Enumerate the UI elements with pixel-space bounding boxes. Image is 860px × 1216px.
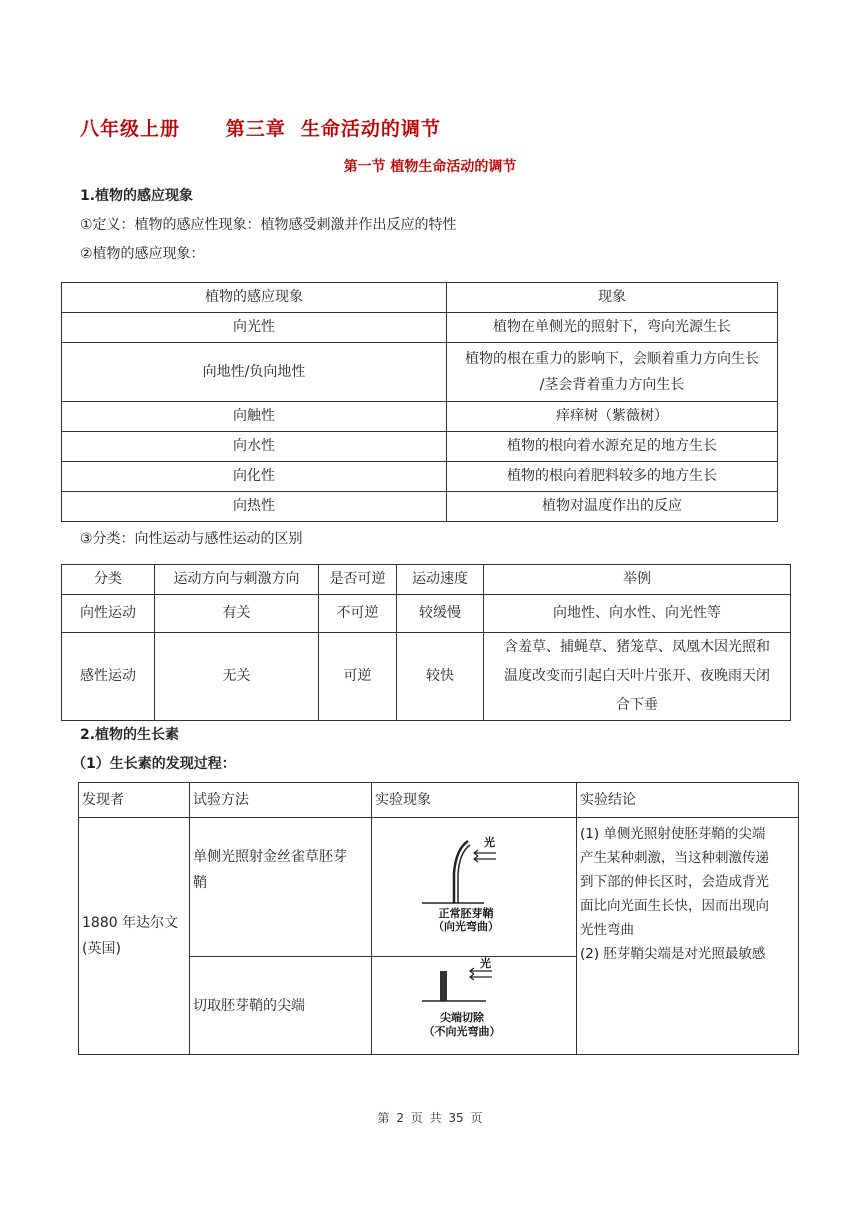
cell-line: 单侧光照射金丝雀草胚芽 [193,849,347,865]
table-header-cell: 现象 [447,283,778,313]
table-header-cell: 试验方法 [190,783,372,818]
method-cell [190,818,372,957]
table-cell: 较缓慢 [397,595,484,633]
table-header-cell: 实验结论 [577,783,799,818]
table-cell: 植物的根向着肥料较多的地方生长 [447,462,778,492]
table-header-row [79,783,799,818]
classification-intro: ③分类：向性运动与感性运动的区别 [80,531,303,547]
page-title: 八年级上册 第三章 生命活动的调节 [80,118,441,140]
table-cell: 痒痒树（紫薇树） [447,402,778,432]
table-cell [447,343,778,402]
conclusion-cell [577,818,799,1055]
table-header-cell: 分类 [62,565,155,595]
table-header-cell: 是否可逆 [319,565,397,595]
table-cell: 向触性 [62,402,447,432]
table-header-row [62,283,778,313]
discoverer-cell [79,818,190,1055]
page-footer: 第 2 页 共 35 页 [377,1111,483,1125]
cell-line: (英国) [82,941,121,957]
table-cell: 向热性 [62,492,447,522]
table-cell: 向地性/负向地性 [62,343,447,402]
table-row [62,492,778,522]
part2-heading: 2.植物的生长素 [80,727,180,743]
table-row [62,633,791,721]
cell-line: /茎会背着重力方向生长 [539,377,685,393]
experiment-image-cell [372,818,577,957]
movement-classification-table [61,564,791,721]
image-caption: （向光弯曲） [433,919,499,933]
cell-line: 鞘 [193,875,207,891]
cell-line: 光性弯曲 [580,922,634,938]
table-header-cell: 植物的感应现象 [62,283,447,313]
normal-coleoptile-illustration [414,833,534,933]
table-row [62,595,791,633]
image-caption: 正常胚芽鞘 [438,906,494,920]
table-header-cell: 实验现象 [372,783,577,818]
table-cell: 可逆 [319,633,397,721]
table-header-cell: 发现者 [79,783,190,818]
table-cell: 植物对温度作出的反应 [447,492,778,522]
cut-coleoptile-illustration [414,957,534,1045]
table-cell: 向地性、向水性、向光性等 [484,595,791,633]
method-cell: 切取胚芽鞘的尖端 [190,957,372,1055]
cell-line: 产生某种刺激，当这种刺激传递 [580,850,769,866]
table-cell: 向化性 [62,462,447,492]
table-cell: 植物在单侧光的照射下，弯向光源生长 [447,313,778,343]
cell-line: 到下部的伸长区时，会造成背光 [580,874,769,890]
table-cell: 无关 [155,633,319,721]
cell-line: 面比向光面生长快，因而出现向 [580,898,769,914]
table-row [62,313,778,343]
table-cell: 向性运动 [62,595,155,633]
cell-line: 含羞草、捕蝇草、猪笼草、凤凰木因光照和 [504,639,770,655]
table-cell: 向水性 [62,432,447,462]
table-header-cell: 举例 [484,565,791,595]
table-cell: 较快 [397,633,484,721]
cell-line: 合下垂 [616,697,658,713]
definition-text: ①定义：植物的感应性现象：植物感受刺激并作出反应的特性 [80,217,457,233]
image-caption: （不向光弯曲） [423,1025,501,1038]
cell-line: 植物的根在重力的影响下，会顺着重力方向生长 [465,351,759,367]
table-cell: 向光性 [62,313,447,343]
table-row [62,432,778,462]
cell-line: (2) 胚芽鞘尖端是对光照最敏感 [580,946,766,962]
image-caption: 尖端切除 [440,1011,484,1024]
table-cell: 有关 [155,595,319,633]
table-cell: 植物的根向着水源充足的地方生长 [447,432,778,462]
table-header-cell: 运动方向与刺激方向 [155,565,319,595]
part2-subheading: （1）生长素的发现过程： [72,756,236,772]
experiment-image-cell [372,957,577,1055]
part1-heading: 1.植物的感应现象 [80,188,194,204]
auxin-discovery-table [78,782,799,1055]
table-cell [484,633,791,721]
cell-line: 温度改变而引起白天叶片张开、夜晚雨天闭 [504,668,770,684]
section-title: 第一节 植物生命活动的调节 [343,159,517,175]
table-cell: 感性运动 [62,633,155,721]
table-row [79,818,799,957]
table-row [62,402,778,432]
table-header-row [62,565,791,595]
light-label: 光 [480,957,491,970]
cell-line: (1) 单侧光照射使胚芽鞘的尖端 [580,826,766,842]
table-header-cell: 运动速度 [397,565,484,595]
cell-line: 1880 年达尔文 [82,915,179,931]
table-cell: 不可逆 [319,595,397,633]
phenomena-intro: ②植物的感应现象： [80,246,205,262]
table-row [62,343,778,402]
sensing-phenomena-table [61,282,778,522]
table-row [62,462,778,492]
light-label: 光 [484,835,495,849]
